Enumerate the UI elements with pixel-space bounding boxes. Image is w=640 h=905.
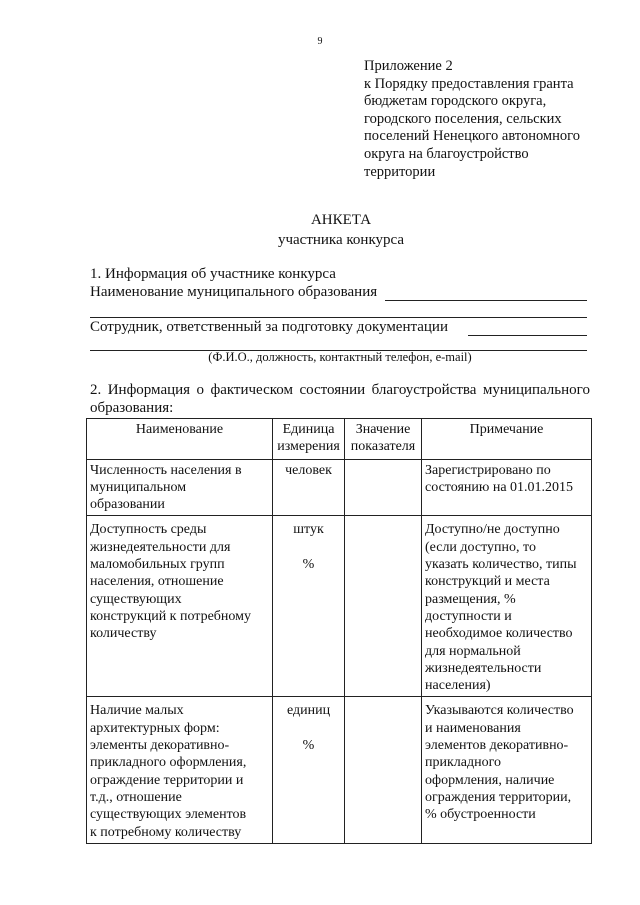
survey-table xyxy=(86,418,592,844)
table-row xyxy=(87,459,592,516)
table-row xyxy=(87,697,592,843)
row-note-cell: Зарегистрировано по состоянию на 01.01.2015 xyxy=(422,459,592,516)
header-note: Примечание xyxy=(422,419,592,460)
document-title: АНКЕТА xyxy=(310,212,372,228)
row-value-cell[interactable] xyxy=(345,459,422,516)
row-value-cell[interactable] xyxy=(345,516,422,697)
header-value: Значение показателя xyxy=(345,419,422,460)
appendix-line: к Порядку предоставления гранта xyxy=(364,75,574,92)
municipality-label: Наименование муниципального образования xyxy=(90,284,378,300)
appendix-block xyxy=(364,58,580,181)
row-note-cell: Указываются количество и наименования элементов декоративно- прикладного оформления, наличие ограждения территории, % обустроенности xyxy=(422,697,592,843)
row-value-cell[interactable] xyxy=(345,697,422,843)
row-unit-cell: человек xyxy=(273,459,345,516)
document-subtitle: участника конкурса xyxy=(277,232,405,248)
heading-line-2: образования: xyxy=(90,399,174,416)
municipality-field[interactable] xyxy=(385,300,587,301)
heading-word: Информация xyxy=(107,382,191,398)
page-number: 9 xyxy=(317,36,323,47)
employee-field-caption: (Ф.И.О., должность, контактный телефон, e-mail) xyxy=(208,350,472,364)
header-name: Наименование xyxy=(87,419,273,460)
appendix-line: Приложение 2 xyxy=(364,58,453,74)
appendix-line: бюджетам городского округа, xyxy=(364,93,547,110)
appendix-line: поселений Ненецкого автономного xyxy=(364,128,580,145)
heading-word: фактическом xyxy=(210,382,293,398)
heading-word: благоустройства xyxy=(371,382,477,398)
row-note-cell: Доступно/не доступно (если доступно, то указать количество, типы конструкций и места размещения, % доступности и необходимое количество для нормальной жизнедеятельности населения) xyxy=(422,516,592,697)
section2-heading xyxy=(90,382,590,417)
heading-word: о xyxy=(196,382,205,398)
row-name-cell: Численность населения в муниципальном образовании xyxy=(87,459,273,516)
table-row xyxy=(87,516,592,697)
appendix-line: территории xyxy=(364,163,436,180)
appendix-line: округа на благоустройство xyxy=(364,145,529,162)
heading-word: состоянии xyxy=(299,382,366,398)
row-unit-cell: единиц % xyxy=(273,697,345,843)
municipality-field-continuation[interactable] xyxy=(90,317,587,318)
section1-heading: 1. Информация об участнике конкурса xyxy=(90,266,336,282)
appendix-line: городского поселения, сельских xyxy=(364,110,562,127)
employee-label: Сотрудник, ответственный за подготовку документации xyxy=(90,319,448,335)
row-name-cell: Доступность среды жизнедеятельности для маломобильных групп населения, отношение существующих конструкций к потребному количеству xyxy=(87,516,273,697)
row-unit-cell: штук % xyxy=(273,516,345,697)
table-header-row xyxy=(87,419,592,460)
header-unit: Единица измерения xyxy=(273,419,345,460)
row-name-cell: Наличие малых архитектурных форм: элементы декоративно- прикладного оформления, ограждение территории и т.д., отношение существующих элементов к потребному количеству xyxy=(87,697,273,843)
heading-word: муниципального xyxy=(482,382,590,398)
heading-word: 2. xyxy=(90,382,102,398)
employee-field[interactable] xyxy=(468,335,587,336)
